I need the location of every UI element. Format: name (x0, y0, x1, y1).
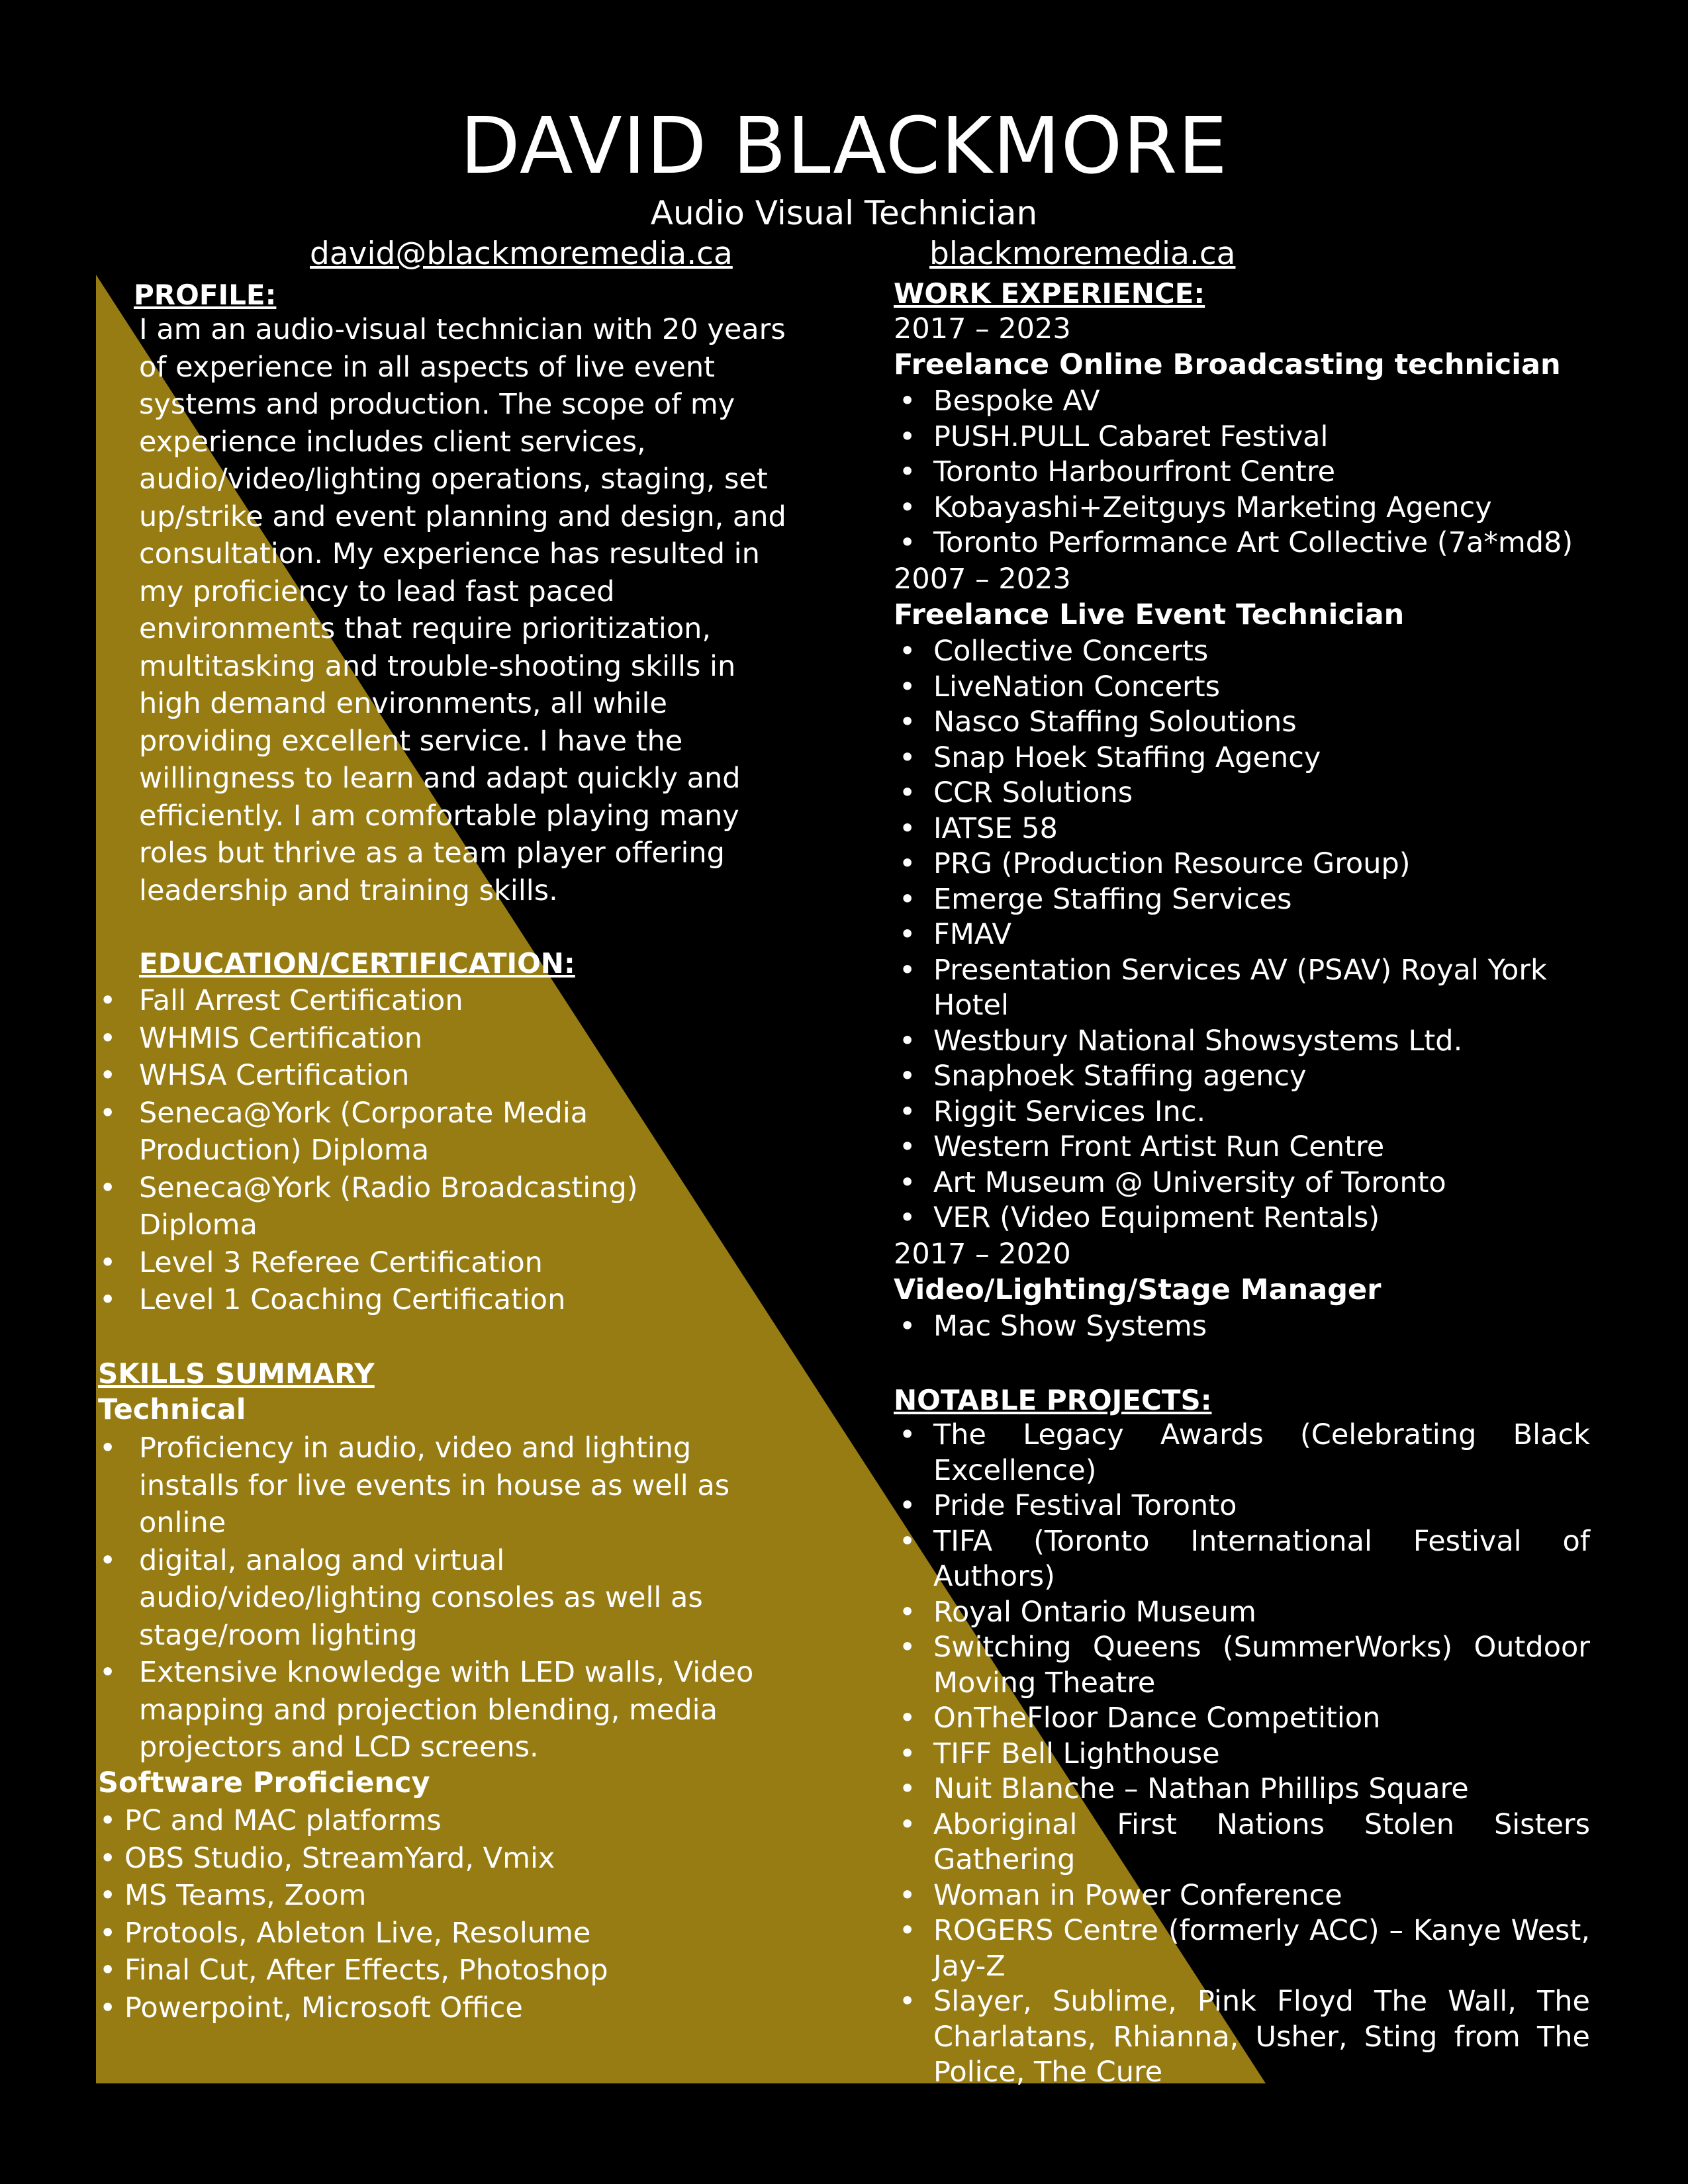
employer-item: • Toronto Performance Art Collective (7a*md8) (895, 525, 1590, 561)
project-item: • Woman in Power Conference (895, 1878, 1590, 1914)
job-title-heading: Video/Lighting/Stage Manager (894, 1273, 1382, 1306)
profile-text: I am an audio-visual technician with 20 years of experience in all aspects of live event systems and production. The scope of my experience includes client services, audio/video/lighting operations, staging, set up/strike and event planning and design, and consultation. My experience has resulted in my proficiency to lead fast paced environments that require prioritization, multitasking and trouble-shooting skills in high demand environments, all while providing excellent service. I have the willingness to learn and adapt quickly and efficiently. I am comfortable playing many roles but thrive as a team player offering leadership and training skills. (139, 313, 786, 907)
education-item: • WHSA Certification (98, 1057, 747, 1095)
employer-item: • Western Front Artist Run Centre (895, 1130, 1590, 1165)
employer-item: • Mac Show Systems (895, 1309, 1590, 1345)
employer-item: • Westbury National Showsystems Ltd. (895, 1024, 1590, 1060)
project-item: • The Legacy Awards (Celebrating Black Excellence) (895, 1418, 1590, 1488)
software-heading: Software Proficiency (98, 1766, 430, 1799)
education-item: • Level 1 Coaching Certification (98, 1281, 747, 1319)
employer-item: • LiveNation Concerts (895, 670, 1590, 705)
technical-skill-item: • Extensive knowledge with LED walls, Video mapping and projection blending, media projectors and LCD screens. (98, 1654, 760, 1766)
education-item: • WHMIS Certification (98, 1020, 747, 1058)
project-item: • TIFA (Toronto International Festival of Authors) (895, 1524, 1590, 1595)
employer-item: • Kobayashi+Zeitguys Marketing Agency (895, 490, 1590, 526)
employer-item: • Collective Concerts (895, 634, 1590, 670)
education-item: • Fall Arrest Certification (98, 982, 747, 1020)
email-link[interactable]: david@blackmoremedia.ca (310, 236, 733, 272)
job-title: Audio Visual Technician (650, 194, 1038, 232)
employer-item: • PUSH.PULL Cabaret Festival (895, 420, 1590, 455)
employer-item: • VER (Video Equipment Rentals) (895, 1201, 1590, 1236)
job-years: 2017 – 2020 (894, 1238, 1071, 1271)
software-list (99, 1802, 761, 2026)
job-employer-list (895, 1309, 1590, 1345)
projects-list (895, 1418, 1590, 2091)
employer-item: • CCR Solutions (895, 776, 1590, 811)
job-employer-list (895, 384, 1590, 561)
projects-heading: NOTABLE PROJECTS: (894, 1384, 1212, 1416)
project-item: • Aboriginal First Nations Stolen Sisters Gathering (895, 1807, 1590, 1878)
project-item: • Slayer, Sublime, Pink Floyd The Wall, The Charlatans, Rhianna, Usher, Sting from The Police, The Cure (895, 1984, 1590, 2091)
job-title-heading: Freelance Online Broadcasting technician (894, 348, 1561, 381)
education-item: • Seneca@York (Corporate Media Production) Diploma (98, 1095, 747, 1169)
job-employer-list (895, 634, 1590, 1236)
technical-skill-item: • digital, analog and virtual audio/video/lighting consoles as well as stage/room lighting (98, 1542, 760, 1655)
project-item: • ROGERS Centre (formerly ACC) – Kanye West, Jay-Z (895, 1913, 1590, 1984)
job-years: 2007 – 2023 (894, 563, 1071, 596)
software-item: • PC and MAC platforms (99, 1802, 761, 1840)
project-item: • Royal Ontario Museum (895, 1595, 1590, 1631)
resume-name: DAVID BLACKMORE (460, 100, 1228, 191)
skills-heading: SKILLS SUMMARY (98, 1357, 375, 1390)
technical-skill-item: • Proficiency in audio, video and lighting installs for live events in house as well as online (98, 1430, 760, 1542)
employer-item: • IATSE 58 (895, 811, 1590, 847)
work-heading: WORK EXPERIENCE: (894, 277, 1205, 310)
employer-item: • Presentation Services AV (PSAV) Royal York Hotel (895, 953, 1590, 1024)
project-item: • OnTheFloor Dance Competition (895, 1701, 1590, 1737)
education-heading: EDUCATION/CERTIFICATION: (139, 947, 575, 979)
project-item: • Switching Queens (SummerWorks) Outdoor Moving Theatre (895, 1630, 1590, 1701)
software-item: • Protools, Ableton Live, Resolume (99, 1915, 761, 1952)
employer-item: • Nasco Staffing Soloutions (895, 705, 1590, 741)
technical-skills-list (98, 1430, 760, 1766)
employer-item: • PRG (Production Resource Group) (895, 846, 1590, 882)
employer-item: • Bespoke AV (895, 384, 1590, 420)
employer-item: • Art Museum @ University of Toronto (895, 1165, 1590, 1201)
employer-item: • Snap Hoek Staffing Agency (895, 741, 1590, 776)
job-years: 2017 – 2023 (894, 312, 1071, 345)
job-title-heading: Freelance Live Event Technician (894, 598, 1405, 631)
education-item: • Level 3 Referee Certification (98, 1244, 747, 1282)
employer-item: • Riggit Services Inc. (895, 1095, 1590, 1130)
education-item: • Seneca@York (Radio Broadcasting) Diploma (98, 1169, 747, 1244)
website-link[interactable]: blackmoremedia.ca (929, 236, 1236, 272)
software-item: • Powerpoint, Microsoft Office (99, 1989, 761, 2027)
employer-item: • Toronto Harbourfront Centre (895, 455, 1590, 490)
project-item: • Nuit Blanche – Nathan Phillips Square (895, 1772, 1590, 1807)
software-item: • OBS Studio, StreamYard, Vmix (99, 1840, 761, 1878)
education-list (98, 982, 747, 1319)
software-item: • Final Cut, After Effects, Photoshop (99, 1952, 761, 1989)
software-item: • MS Teams, Zoom (99, 1877, 761, 1915)
project-item: • Pride Festival Toronto (895, 1488, 1590, 1524)
employer-item: • Snaphoek Staffing agency (895, 1059, 1590, 1095)
profile-heading: PROFILE: (134, 279, 277, 311)
employer-item: • Emerge Staffing Services (895, 882, 1590, 918)
project-item: • TIFF Bell Lighthouse (895, 1737, 1590, 1772)
technical-heading: Technical (98, 1393, 246, 1426)
employer-item: • FMAV (895, 917, 1590, 953)
